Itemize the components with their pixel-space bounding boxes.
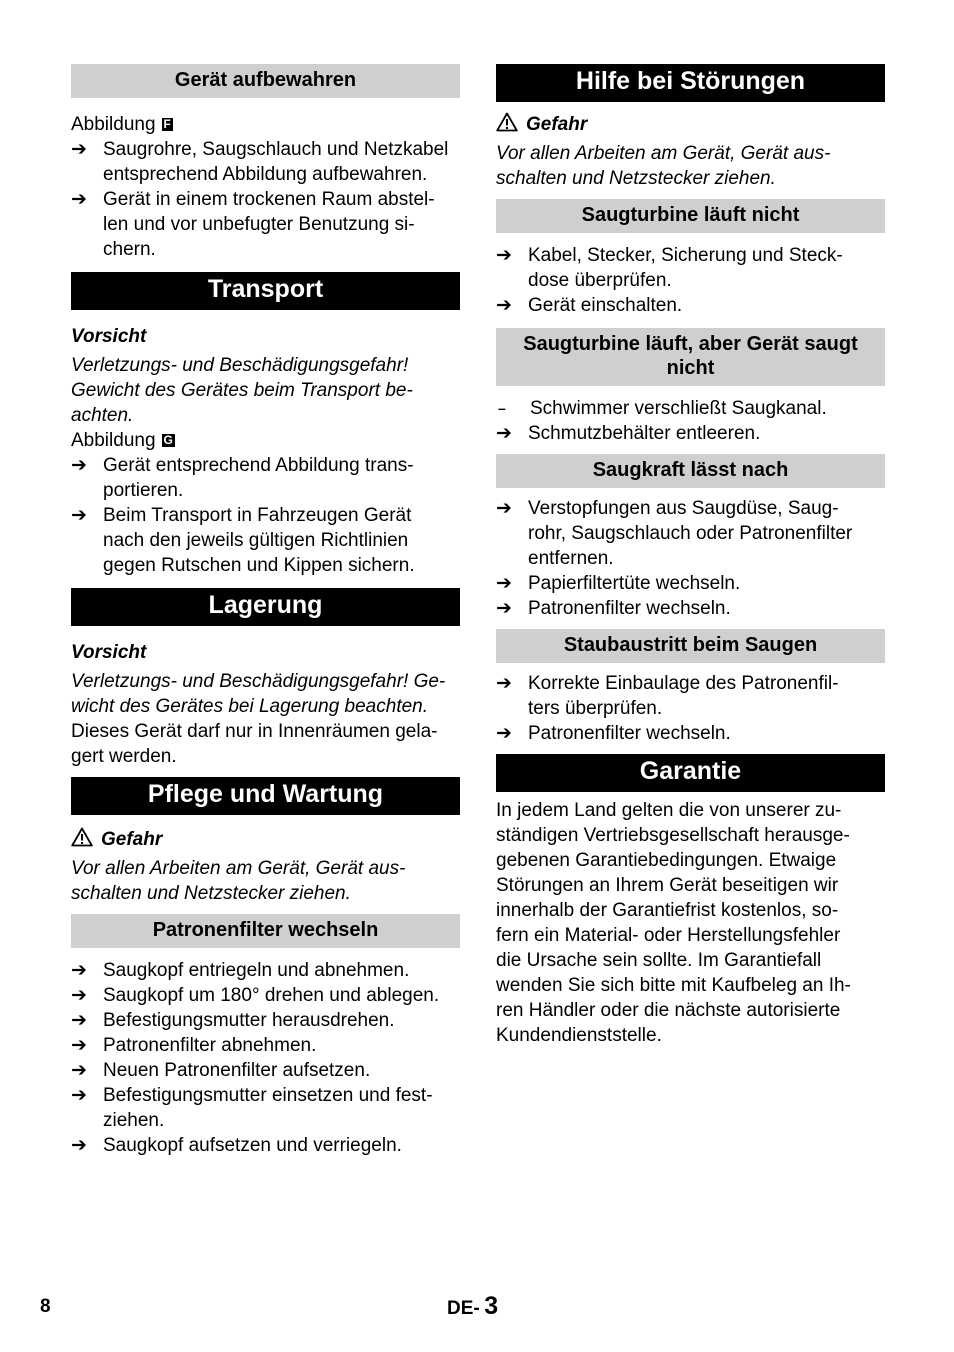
danger-text [71,856,460,906]
list-item [496,243,885,293]
transport-list [71,453,460,578]
text-line: schalten und Netzstecker ziehen. [496,168,776,189]
text-line: Patronenfilter wechseln. [528,723,731,744]
text-line: chern. [103,239,156,260]
arrow-icon: ➔ [71,189,87,210]
list-item [496,596,885,621]
text-line: Störungen an Ihrem Gerät beseitigen wir [496,875,839,896]
text-line: Kabel, Stecker, Sicherung und Steck- [528,245,843,266]
list-item [71,1058,460,1083]
list-item-text [103,1008,395,1033]
list-item-text [528,671,839,721]
arrow-icon: ➔ [496,598,512,619]
list-item-text [103,187,435,262]
text-line: wicht des Gerätes bei Lagerung beachten. [71,696,429,717]
text-line: Korrekte Einbaulage des Patronenfil- [528,673,839,694]
arrow-icon: ➔ [71,1035,87,1056]
list-item [71,1133,460,1158]
text-line: Vor allen Arbeiten am Gerät, Gerät aus- [496,143,831,164]
caution-text [71,353,460,428]
text-line: wenden Sie sich bitte mit Kaufbeleg an Ih- [496,975,851,996]
list-item-text [528,293,682,318]
text-line: Saugkopf entriegeln und abnehmen. [103,960,410,981]
list-item [496,293,885,318]
arrow-icon: ➔ [496,498,512,519]
heading-saugkraft-laesst-nach: Saugkraft lässt nach [496,454,885,488]
list-item [496,571,885,596]
list-item-text [103,1083,433,1133]
heading-garantie: Garantie [496,754,885,792]
text-line: entsprechend Abbildung aufbewahren. [103,164,428,185]
text-line: Beim Transport in Fahrzeugen Gerät [103,505,412,526]
arrow-icon: ➔ [71,1010,87,1031]
arrow-icon: ➔ [496,245,512,266]
danger-text [496,141,885,191]
danger-label: Gefahr [71,827,460,852]
heading-patronenfilter-wechseln: Patronenfilter wechseln [71,914,460,948]
list-item-text [528,596,731,621]
text-line: Saugrohre, Saugschlauch und Netzkabel [103,139,449,160]
list-item [71,137,460,187]
arrow-icon: ➔ [496,295,512,316]
text-line: Saugturbine läuft, aber Gerät saugt [523,333,858,355]
garantie-body [496,798,885,1048]
lagerung-body [71,719,460,769]
text-line: die Ursache sein sollte. Im Garantiefall [496,950,822,971]
text-line: gert werden. [71,746,177,767]
text-line: gebenen Garantiebedingungen. Etwaige [496,850,837,871]
list-item-text [103,958,409,983]
text-line: Kundendienststelle. [496,1025,662,1046]
text-line: Befestigungsmutter einsetzen und fest- [103,1085,433,1106]
heading-saugturbine-laeuft-nicht: Saugturbine läuft nicht [496,199,885,233]
list-item [71,1008,460,1033]
text-line: Gerät entsprechend Abbildung trans- [103,455,414,476]
s1-list [496,243,885,318]
list-item [71,187,460,262]
caution-label: Vorsicht [71,642,147,663]
text-line: Papierfiltertüte wechseln. [528,573,741,594]
danger-label: Gefahr [496,112,885,137]
list-item [71,503,460,578]
list-item [71,983,460,1008]
text-line: Neuen Patronenfilter aufsetzen. [103,1060,371,1081]
list-item-text [103,137,448,187]
figure-letter-badge: G [163,433,173,447]
heading-geraet-aufbewahren: Gerät aufbewahren [71,64,460,98]
heading-transport: Transport [71,272,460,310]
heading-lagerung: Lagerung [71,588,460,626]
section-page-label: DE- 3 [447,1292,499,1320]
text-line: entfernen. [528,548,614,569]
warning-triangle-icon [496,112,518,132]
text-line: ständigen Vertriebsgesellschaft herausge- [496,825,850,846]
text-line: fern ein Material- oder Herstellungsfehler [496,925,841,946]
pflege-list [71,958,460,1158]
text-line: Verletzungs- und Beschädigungsgefahr! Ge- [71,671,446,692]
text-line: Gerät in einem trockenen Raum abstel- [103,189,435,210]
heading-hilfe-bei-stoerungen: Hilfe bei Störungen [496,64,885,102]
caution-text [71,669,460,719]
text-line: rohr, Saugschlauch oder Patronenfilter [528,523,853,544]
arrow-icon: ➔ [496,573,512,594]
list-item-text [528,243,843,293]
page-number: 8 [40,1296,51,1317]
text-line: len und vor unbefugter Benutzung si- [103,214,415,235]
left-column [71,64,460,1158]
list-item [496,421,885,446]
figure-letter-badge: F [163,117,171,131]
right-column [496,64,885,1048]
s2-list [496,421,885,446]
arrow-icon: ➔ [71,455,87,476]
arrow-icon: ➔ [496,673,512,694]
figure-reference: Abbildung G [71,430,173,451]
text-line: In jedem Land gelten die von unserer zu- [496,800,842,821]
list-item [496,496,885,571]
arrow-icon: ➔ [496,723,512,744]
heading-saugturbine-laeuft-aber [496,328,885,386]
heading-pflege-und-wartung: Pflege und Wartung [71,777,460,815]
text-line: Dieses Gerät darf nur in Innenräumen gela- [71,721,438,742]
storage-list [71,137,460,262]
text-line: ziehen. [103,1110,165,1131]
text-line: Patronenfilter abnehmen. [103,1035,317,1056]
list-item-text [528,571,740,596]
dash-marker: – [498,400,506,416]
s4-list [496,671,885,746]
text-line: nach den jeweils gültigen Richtlinien [103,530,409,551]
text-line: Verletzungs- und Beschädigungsgefahr! [71,355,409,376]
list-item-text [528,421,760,446]
arrow-icon: ➔ [71,139,87,160]
list-item-text [103,1058,370,1083]
arrow-icon: ➔ [496,423,512,444]
text-line: Gewicht des Gerätes beim Transport be- [71,380,413,401]
arrow-icon: ➔ [71,1060,87,1081]
s3-list [496,496,885,621]
dash-item: – Schwimmer verschließt Saugkanal. [498,398,827,419]
text-line: Verstopfungen aus Saugdüse, Saug- [528,498,839,519]
text-line: Saugkopf aufsetzen und verriegeln. [103,1135,402,1156]
text-line: innerhalb der Garantiefrist kostenlos, so- [496,900,839,921]
text-line: nicht [666,357,715,379]
warning-triangle-icon [71,827,93,847]
text-line: Saugkopf um 180° drehen und ablegen. [103,985,440,1006]
text-line: Gerät einschalten. [528,295,683,316]
arrow-icon: ➔ [71,1085,87,1106]
figure-reference: Abbildung F [71,114,171,135]
arrow-icon: ➔ [71,985,87,1006]
list-item [71,453,460,503]
list-item-text [528,721,731,746]
arrow-icon: ➔ [71,505,87,526]
text-line: dose überprüfen. [528,270,672,291]
text-line: gegen Rutschen und Kippen sichern. [103,555,415,576]
list-item-text [528,496,852,571]
list-item [71,1033,460,1058]
list-item [71,958,460,983]
list-item-text [103,983,439,1008]
list-item-text [103,1033,316,1058]
text-line: Befestigungsmutter herausdrehen. [103,1010,395,1031]
list-item-text [103,1133,402,1158]
caution-label: Vorsicht [71,326,147,347]
text-line: schalten und Netzstecker ziehen. [71,883,351,904]
list-item [496,721,885,746]
list-item-text [103,453,414,503]
list-item [71,1083,460,1133]
text-line: Vor allen Arbeiten am Gerät, Gerät aus- [71,858,406,879]
list-item [496,671,885,721]
arrow-icon: ➔ [71,1135,87,1156]
text-line: ren Händler oder die nächste autorisierte [496,1000,841,1021]
text-line: Patronenfilter wechseln. [528,598,731,619]
text-line: Schmutzbehälter entleeren. [528,423,761,444]
heading-staubaustritt-beim-saugen: Staubaustritt beim Saugen [496,629,885,663]
list-item-text [103,503,415,578]
text-line: portieren. [103,480,184,501]
text-line: achten. [71,405,134,426]
text-line: ters überprüfen. [528,698,663,719]
arrow-icon: ➔ [71,960,87,981]
